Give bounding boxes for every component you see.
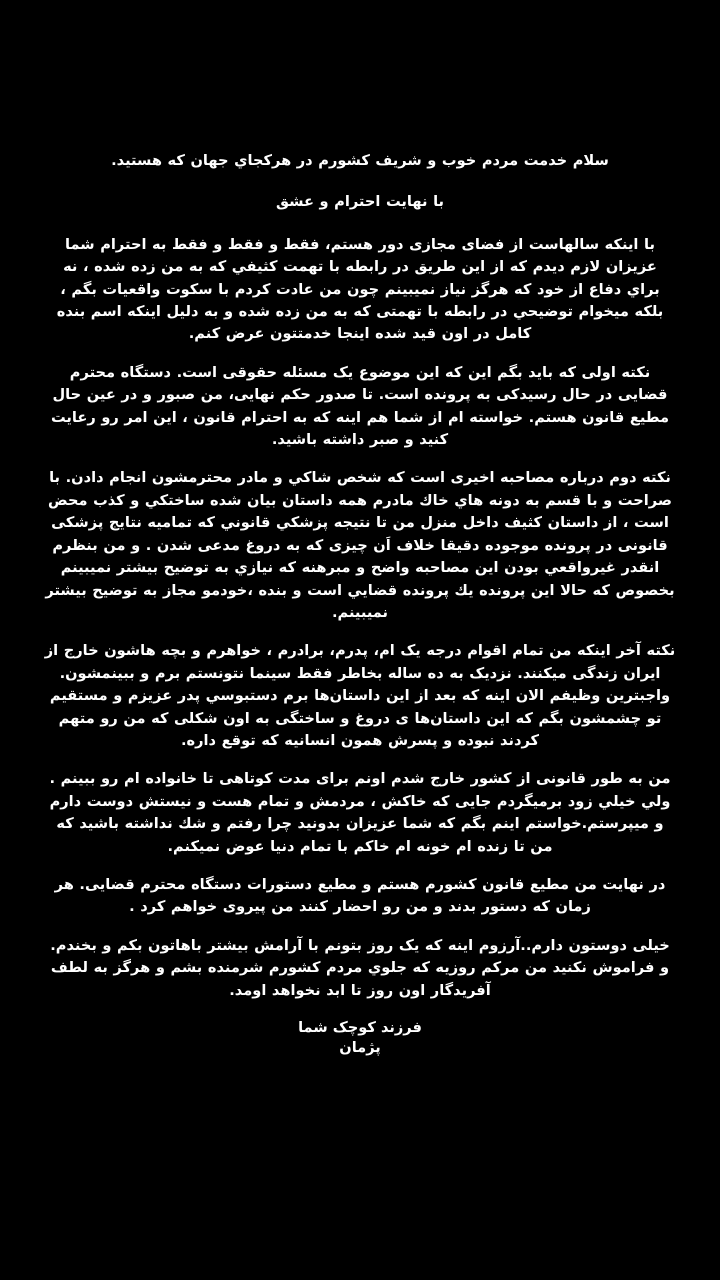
greeting-line: سلام خدمت مردم خوب و شریف کشورم در هرکجاي جهان که هستید.	[111, 152, 609, 169]
paragraph-travel-explanation: من به طور قانونی از کشور خارج شدم اونم برای مدت کوتاهی تا خانواده ام رو ببینم . ولي خیلي زود برمیگردم جایی که خاکش ، مردمش و تمام هست و نیستش دوست دارم و میپرستم.خواستم اینم بگم که شما عزیزان بدونید چرا رفتم و شك نداشته باشید که من تا زنده ام خونه ام خاکم با تمام دنیا عوض نمیکنم.	[49, 770, 671, 855]
paragraph-point-one: نکته اولی که باید بگم این که این موضوع یک مسئله حقوقی است. دستگاه محترم قضایی در حال رسیدکی به پرونده است. تا صدور حکم نهایی، من صبور و در عین حال مطیع قانون هستم. خواسته ام از شما هم اینه که به احترام قانون ، این امر رو رعایت کنید و صبر داشته باشید.	[50, 363, 670, 449]
closing-line-two: و فراموش نکنید من مرکم روزیه که جلوي مردم کشورم شرمنده بشم و هرگز به لطف آفریدگار اون روز تا ابد نخواهد اومد.	[50, 959, 670, 999]
closing-line-one: خیلی دوستون دارم..آرزوم اینه که یک روز بتونم با آرامش بیشتر باهاتون بکم و بخندم.	[50, 936, 670, 954]
statement-text-block	[44, 150, 676, 1058]
paragraph-point-final: نکته آخر اینکه من تمام اقوام درجه یک ام، پدرم، برادرم ، خواهرم و بچه هاشون خارج از ایران زندگی میکنند. نزدیک به ده ساله بخاطر فقط سینما نتونستم برم و ببینمشون. واجبترین وظیفم الان اینه که بعد از این داستان‌ها برم دستبوسي پدر عزیزم و مستقیم تو چشمشون بگم که این داستان‌ها ی دروغ و ساختگی به اون شکلی که من رو متهم کردند نبوده و پسرش همون انسانیه که توقع داره.	[44, 642, 676, 749]
subtitle-line: با نهایت احترام و عشق	[275, 193, 445, 211]
signature-relation: فرزند کوچک شما	[298, 1019, 422, 1036]
signature-name: پژمان	[339, 1039, 381, 1056]
signature-block	[44, 1018, 676, 1058]
paragraph-intro: با اینکه سالهاست از فضای مجازی دور هستم، فقط و فقط و فقط به احترام شما عزیزان لازم دیدم که از این طریق در رابطه با تهمت کثیفي که به من زده شده ، نه براي دفاع از خود که هرگز نیاز نمیبینم چون من عادت کردم با سکوت واقعیات بگم ، بلکه میخوام توضیحي در رابطه با تهمتی که به من زده شده و به دلیل اینکه اسم بنده کامل در اون قید شده اینجا خدمتتون عرض کنم.	[56, 235, 664, 343]
paragraph-point-two: نکته دوم درباره مصاحبه اخیری است که شخص شاكي و مادر محترمشون انجام دادن. با صراحت و با قسم به دونه هاي خاك مادرم همه داستان بیان شده ساختكي و كذب محض است ، از داستان كثیف داخل منزل من تا نتیجه پزشكي قانوني كه تمامیه نتایج پزشكی قانونی در پرونده موجوده دقیقا خلاف اَن چیزی که به دروغ مدعی شدن . و من بنظرم انقدر غیرواقعي بودن این مصاحبه واضح و مبرهنه که نیازي به توضیح بیشتر نمیبینم بخصوص که حالا این پرونده یك پرونده قضایي است و بنده ،خودمو مجاز به توضیح بیشتر نمیبینم.	[45, 469, 675, 621]
paragraph-law-compliance: در نهایت من مطیع قانون کشورم هستم و مطیع دستورات دستگاه محترم قضایی. هر زمان که دستور بدند و من رو احضار کنند من پیروی خواهم کرد .	[54, 875, 666, 916]
